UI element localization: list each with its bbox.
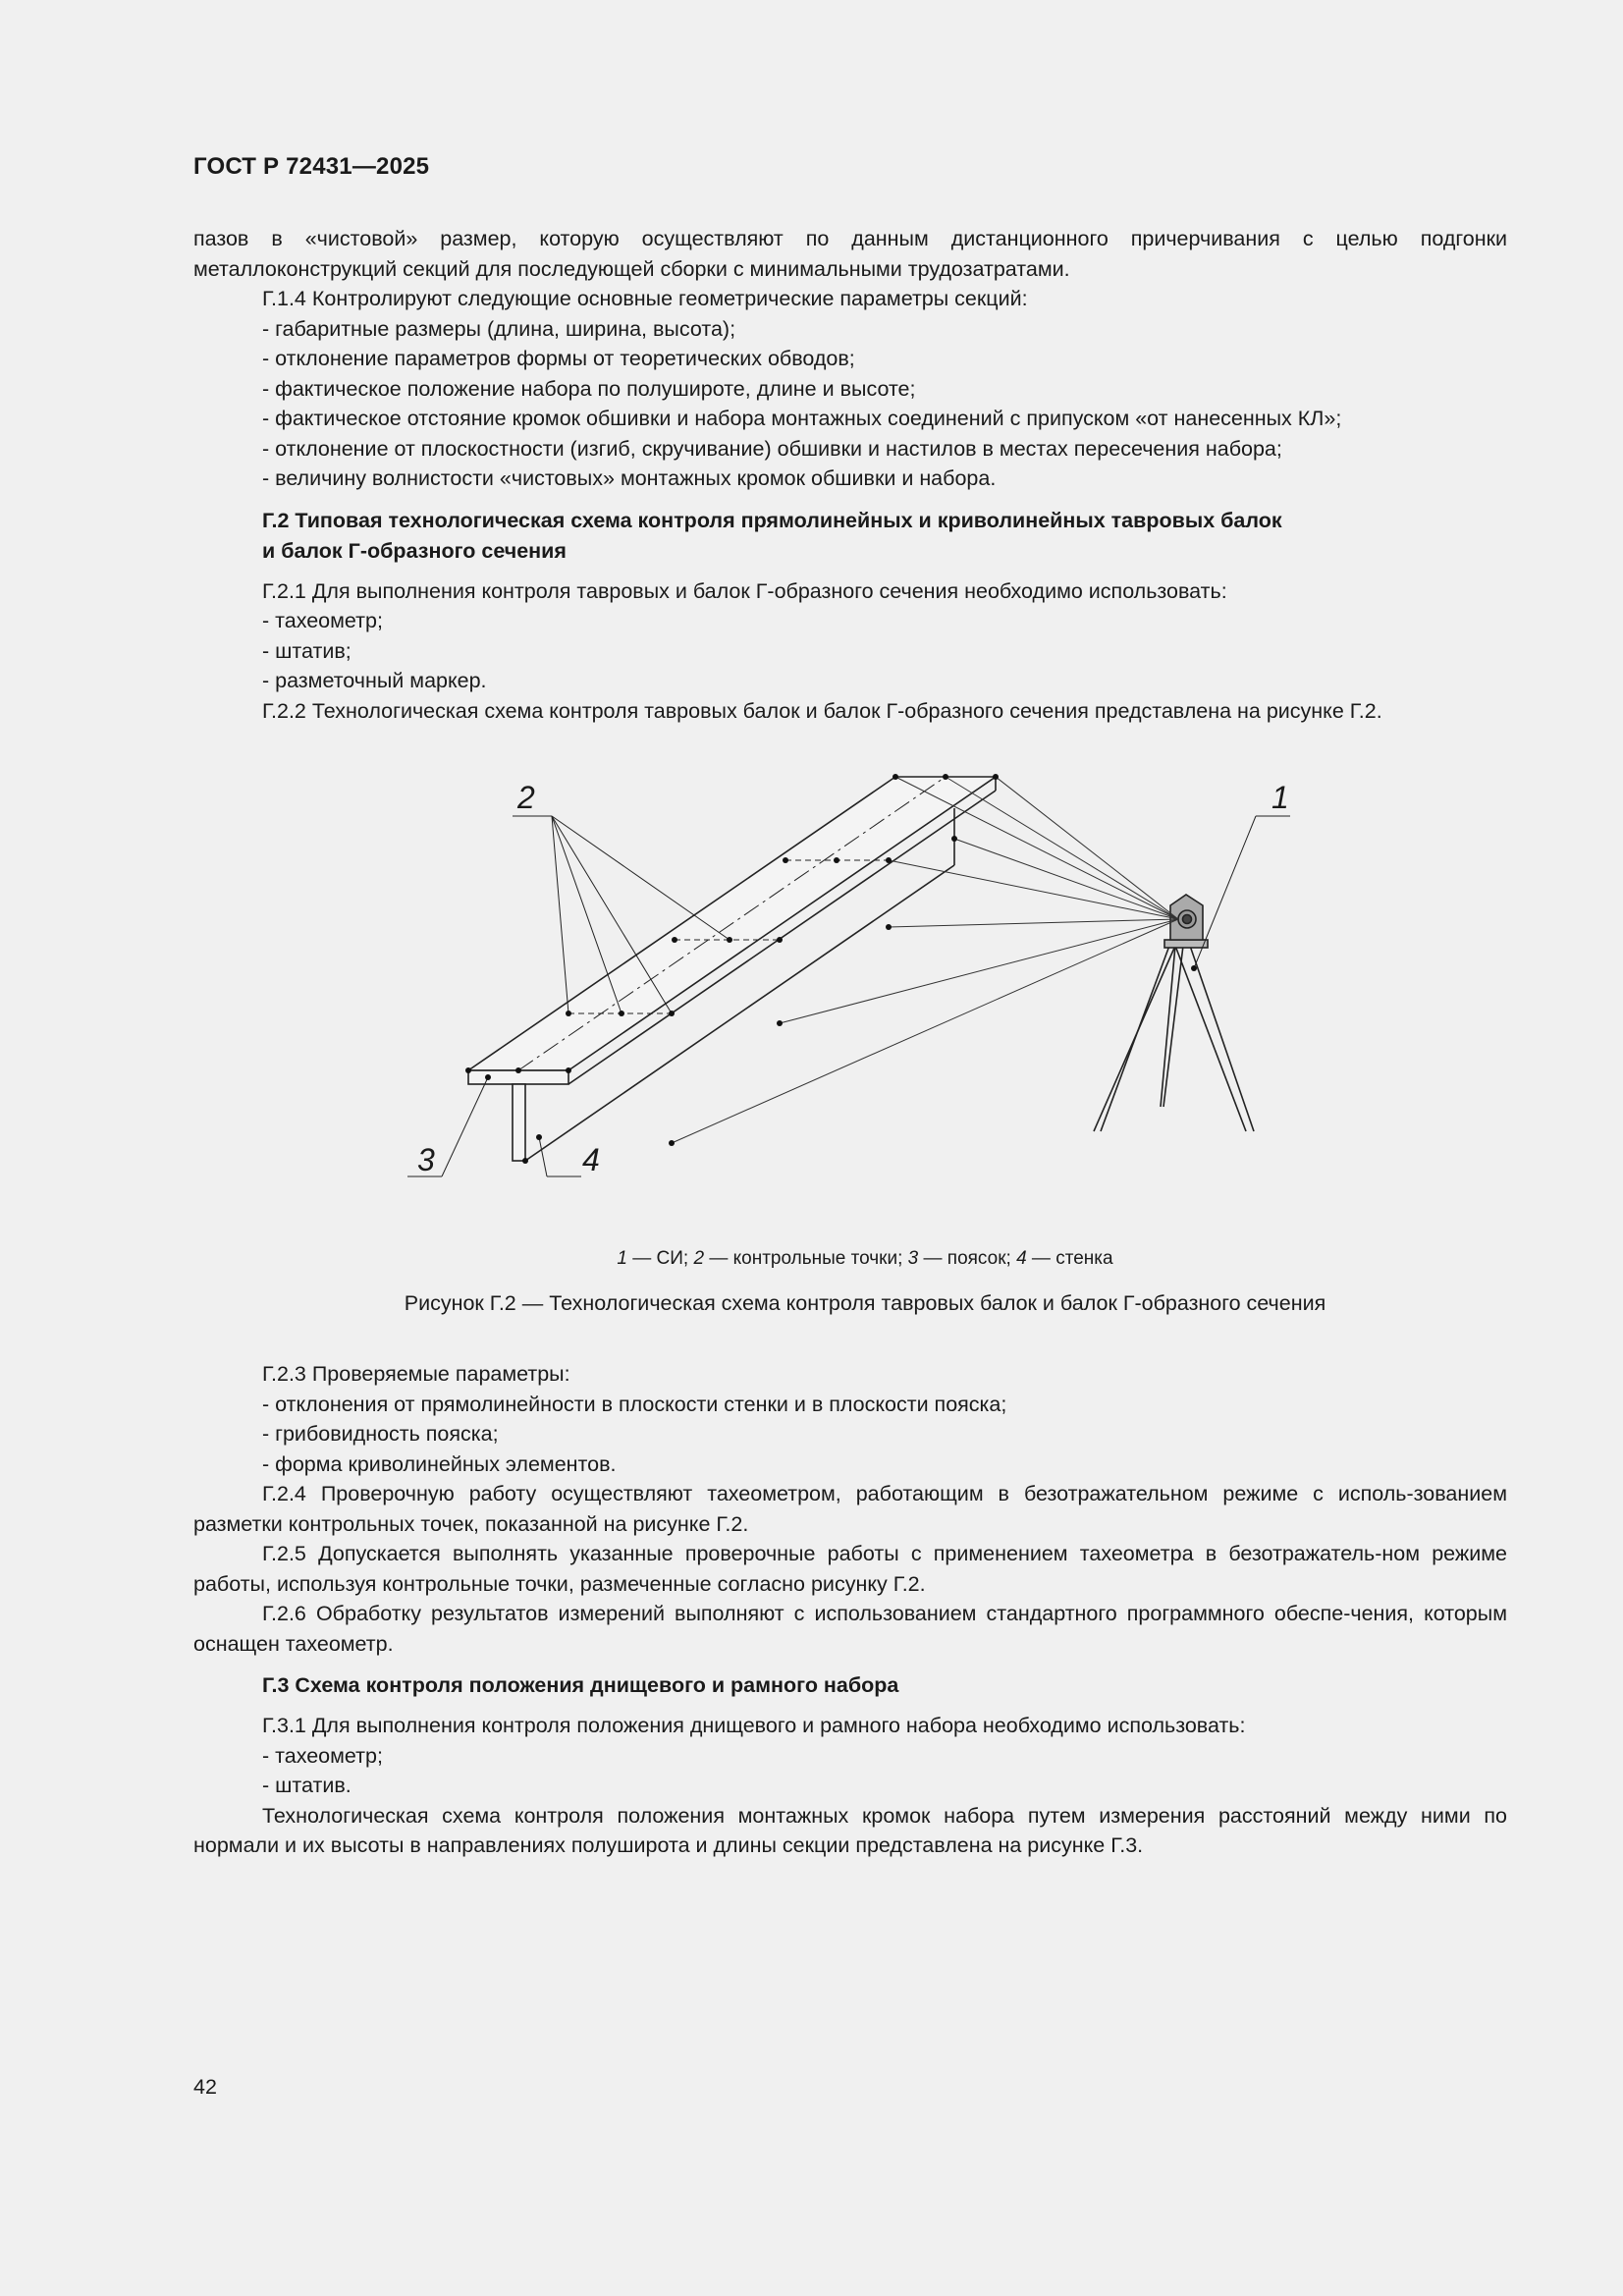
section-heading-g3 bbox=[193, 1670, 1507, 1701]
heading-line: и балок Г-образного сечения bbox=[262, 538, 567, 563]
clause-g23: Г.2.3 Проверяемые параметры: bbox=[262, 1362, 570, 1386]
intro-paragraph: пазов в «чистовой» размер, которую осуществляют по данным дистанционного причерчивания с целью подгонки металлоконструкций секций для последующей сборки с минимальными трудозатратами. bbox=[193, 227, 1507, 281]
figure-label-3: 3 bbox=[417, 1142, 435, 1177]
list-item: - габаритные размеры (длина, ширина, высота); bbox=[262, 316, 736, 341]
figure-label-2: 2 bbox=[517, 780, 535, 815]
list-item: - величину волнистости «чистовых» монтажных кромок обшивки и набора. bbox=[262, 466, 997, 490]
web-end-face bbox=[513, 1084, 525, 1161]
heading-line: Г.2 Типовая технологическая схема контроля прямолинейных и криволинейных тавровых балок bbox=[262, 508, 1282, 532]
clause-g24: Г.2.4 Проверочную работу осуществляют тахеометром, работающим в безотражательном режиме с исполь-зованием разметки контрольных точек, показанной на рисунке Г.2. bbox=[193, 1482, 1507, 1536]
list-item: - грибовидность пояска; bbox=[262, 1422, 499, 1446]
list-item: - тахеометр; bbox=[262, 609, 383, 632]
list-item: - отклонение параметров формы от теоретических обводов; bbox=[262, 347, 855, 370]
clause-g32: Технологическая схема контроля положения монтажных кромок набора путем измерения расстояний между ними по нормали и их высоты в направлениях полуширота и длины секции представлена на рисунке Г.3. bbox=[193, 1803, 1507, 1857]
list-item: - разметочный маркер. bbox=[262, 669, 487, 692]
beam-control-diagram bbox=[193, 738, 1507, 1238]
clause-g14: Г.1.4 Контролируют следующие основные геометрические параметры секций: bbox=[262, 287, 1028, 310]
list-item: - отклонение от плоскостности (изгиб, скручивание) обшивки и настилов в местах пересечения набора; bbox=[262, 436, 1282, 461]
figure-legend: 1 — СИ; 2 — контрольные точки; 3 — поясок; 4 — стенка bbox=[617, 1248, 1113, 1269]
list-item: - фактическое отстояние кромок обшивки и набора монтажных соединений с припуском «от нанесенных КЛ»; bbox=[262, 407, 1342, 430]
clause-g21: Г.2.1 Для выполнения контроля тавровых и балок Г-образного сечения необходимо использовать: bbox=[262, 578, 1227, 603]
list-item: - тахеометр; bbox=[262, 1743, 383, 1768]
clause-g26: Г.2.6 Обработку результатов измерений выполняют с использованием стандартного программного обеспе-чения, которым оснащен тахеометр. bbox=[193, 1602, 1507, 1656]
document-body bbox=[193, 224, 1507, 1861]
list-item: - форма криволинейных элементов. bbox=[262, 1451, 617, 1476]
figure-label-1: 1 bbox=[1271, 780, 1289, 815]
figure-g2 bbox=[193, 738, 1507, 1315]
list-item: - отклонения от прямолинейности в плоскости стенки и в плоскости пояска; bbox=[262, 1392, 1007, 1416]
figure-caption: Рисунок Г.2 — Технологическая схема контроля тавровых балок и балок Г-образного сечения bbox=[404, 1290, 1326, 1315]
total-station-icon bbox=[1094, 895, 1254, 1131]
list-item: - штатив. bbox=[262, 1774, 352, 1797]
figure-label-4: 4 bbox=[582, 1142, 600, 1177]
heading-line: Г.3 Схема контроля положения днищевого и рамного набора bbox=[262, 1673, 899, 1697]
list-item: - штатив; bbox=[262, 638, 352, 663]
section-heading-g2 bbox=[193, 506, 1507, 567]
list-item: - фактическое положение набора по полушироте, длине и высоте; bbox=[262, 376, 916, 401]
page-number: 42 bbox=[193, 2075, 217, 2099]
clause-g31: Г.3.1 Для выполнения контроля положения днищевого и рамного набора необходимо использовать: bbox=[262, 1714, 1246, 1737]
clause-g25: Г.2.5 Допускается выполнять указанные проверочные работы с применением тахеометра в безотражатель-ном режиме работы, используя контрольные точки, размеченные согласно рисунку Г.2. bbox=[193, 1542, 1507, 1596]
clause-g22: Г.2.2 Технологическая схема контроля тавровых балок и балок Г-образного сечения представлена на рисунке Г.2. bbox=[262, 698, 1382, 723]
document-header: ГОСТ Р 72431—2025 bbox=[193, 153, 430, 180]
